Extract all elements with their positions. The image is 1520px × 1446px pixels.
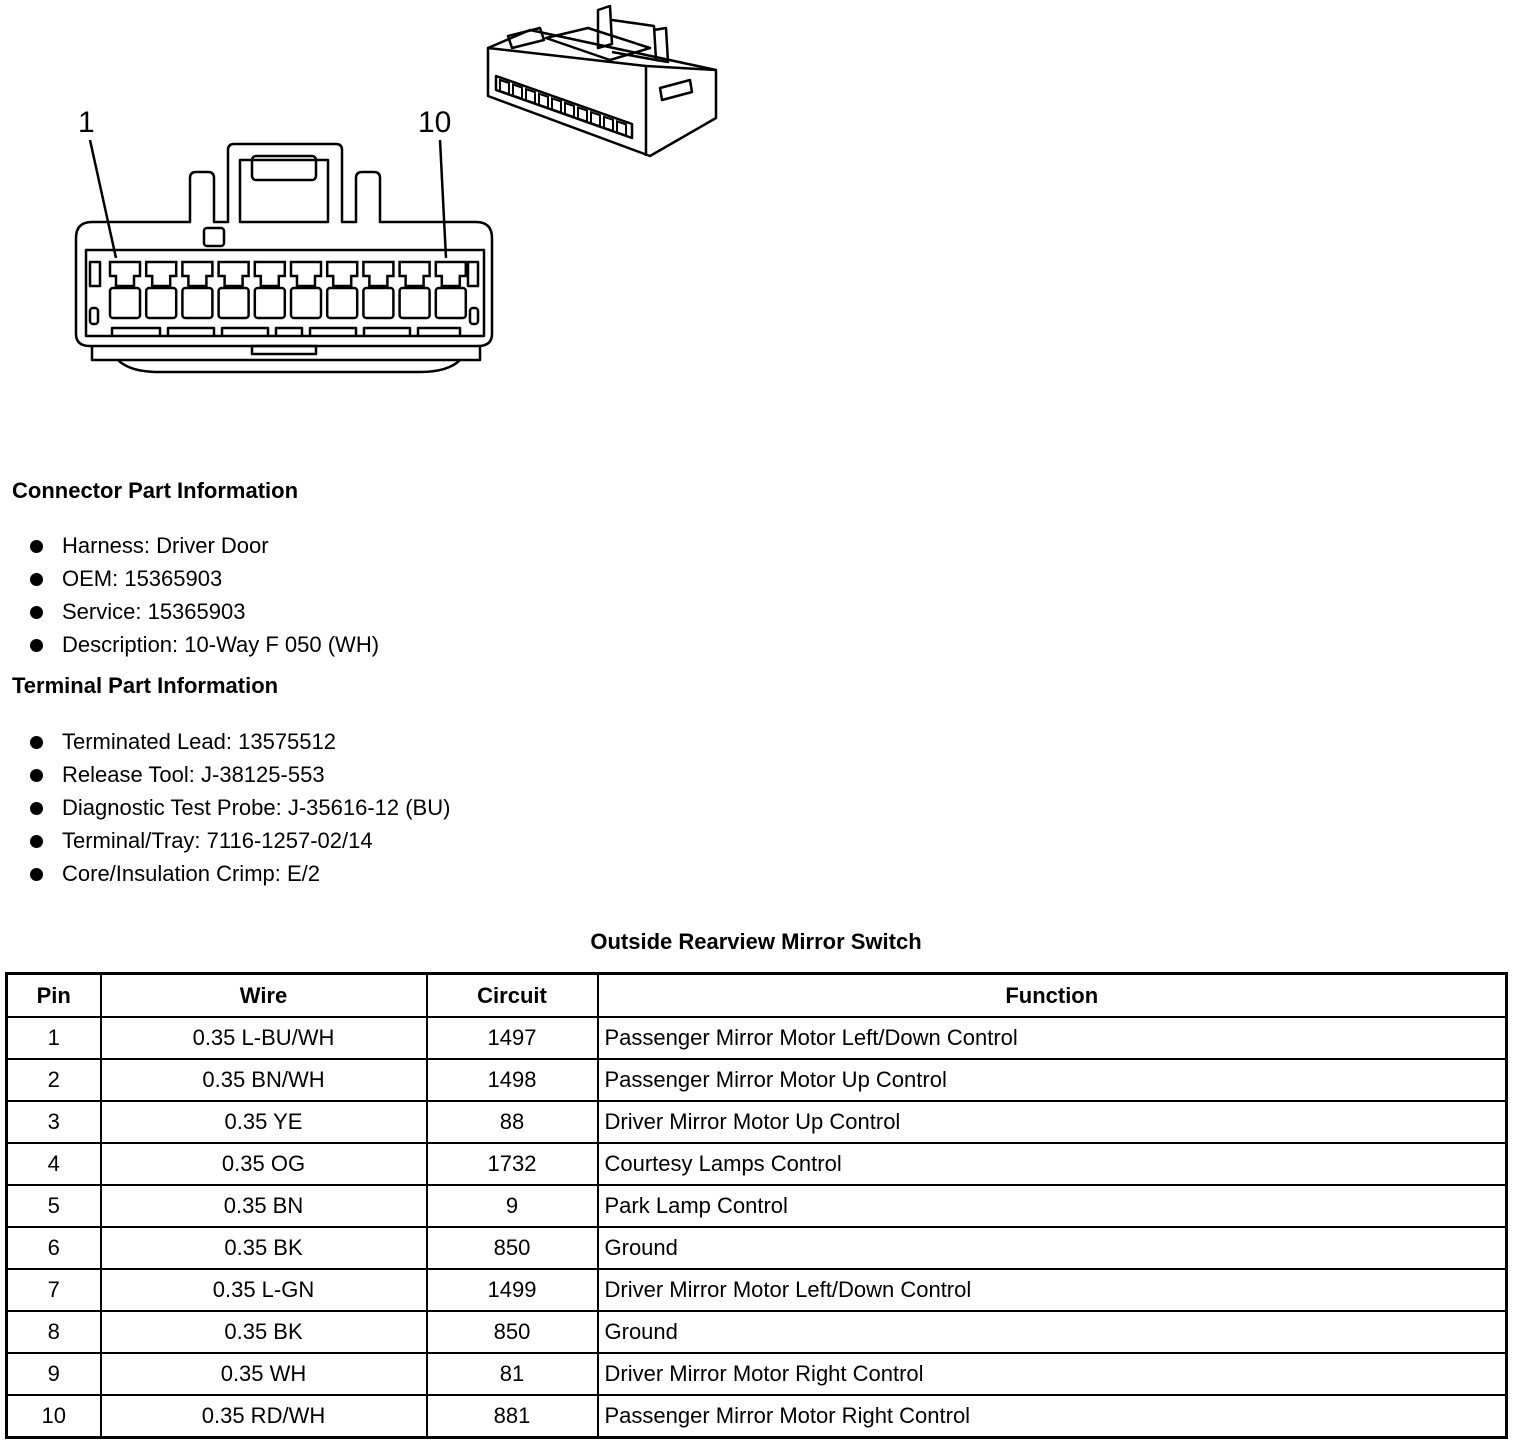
terminal-part-info-list [28, 727, 450, 892]
cell-pin: 7 [7, 1269, 101, 1311]
cell-wire: 0.35 L-BU/WH [101, 1017, 427, 1059]
cavity-7 [327, 262, 357, 318]
cell-function: Driver Mirror Motor Left/Down Control [598, 1269, 1507, 1311]
cavity-9 [400, 262, 430, 318]
cavity-5 [255, 262, 285, 318]
table-row [7, 1227, 1507, 1269]
cell-pin: 8 [7, 1311, 101, 1353]
cell-circuit: 1497 [427, 1017, 598, 1059]
iso-cavity [539, 94, 548, 108]
cell-wire: 0.35 BK [101, 1227, 427, 1269]
header-circuit: Circuit [427, 974, 598, 1018]
list-item: Harness: Driver Door [28, 531, 379, 564]
iso-cavity [500, 80, 509, 94]
list-item: Service: 15365903 [28, 597, 379, 630]
cell-wire: 0.35 BK [101, 1311, 427, 1353]
iso-cavity [552, 98, 561, 112]
cell-function: Passenger Mirror Motor Right Control [598, 1395, 1507, 1438]
cell-function: Passenger Mirror Motor Left/Down Control [598, 1017, 1507, 1059]
cavity-2 [146, 262, 176, 318]
cell-circuit: 850 [427, 1311, 598, 1353]
iso-cavity [565, 103, 574, 117]
list-item: Diagnostic Test Probe: J-35616-12 (BU) [28, 793, 450, 826]
cell-circuit: 1498 [427, 1059, 598, 1101]
table-row [7, 1101, 1507, 1143]
cavity-4 [219, 262, 249, 318]
connector-iso-view [488, 6, 716, 156]
list-item: OEM: 15365903 [28, 564, 379, 597]
list-item: Description: 10-Way F 050 (WH) [28, 630, 379, 663]
cell-pin: 9 [7, 1353, 101, 1395]
pin-1-label: 1 [78, 106, 95, 139]
cell-function: Park Lamp Control [598, 1185, 1507, 1227]
cell-circuit: 1732 [427, 1143, 598, 1185]
cell-pin: 4 [7, 1143, 101, 1185]
list-item: Release Tool: J-38125-553 [28, 760, 450, 793]
cell-pin: 6 [7, 1227, 101, 1269]
table-row [7, 1395, 1507, 1438]
cell-pin: 3 [7, 1101, 101, 1143]
header-pin: Pin [7, 974, 101, 1018]
cavity-3 [182, 262, 212, 318]
cell-function: Ground [598, 1227, 1507, 1269]
cell-function: Passenger Mirror Motor Up Control [598, 1059, 1507, 1101]
table-row [7, 1311, 1507, 1353]
cell-wire: 0.35 OG [101, 1143, 427, 1185]
iso-cavity [578, 108, 587, 122]
table-row [7, 1017, 1507, 1059]
connector-part-info-title: Connector Part Information [12, 478, 299, 503]
cell-circuit: 850 [427, 1227, 598, 1269]
cavity-10 [436, 262, 466, 318]
cell-function: Driver Mirror Motor Up Control [598, 1101, 1507, 1143]
cavity-6 [291, 262, 321, 318]
cell-circuit: 9 [427, 1185, 598, 1227]
list-item: Core/Insulation Crimp: E/2 [28, 859, 450, 892]
cell-pin: 2 [7, 1059, 101, 1101]
table-title: Outside Rearview Mirror Switch [590, 929, 922, 954]
header-function: Function [598, 974, 1507, 1018]
iso-cavity [604, 117, 613, 131]
table-row [7, 1143, 1507, 1185]
cell-wire: 0.35 YE [101, 1101, 427, 1143]
cell-wire: 0.35 WH [101, 1353, 427, 1395]
cell-pin: 10 [7, 1395, 101, 1438]
cell-circuit: 1499 [427, 1269, 598, 1311]
iso-cavity [617, 121, 626, 135]
list-item: Terminated Lead: 13575512 [28, 727, 450, 760]
cell-wire: 0.35 BN [101, 1185, 427, 1227]
connector-part-info-list [28, 531, 379, 663]
pin-10-label: 10 [418, 106, 452, 139]
cell-wire: 0.35 L-GN [101, 1269, 427, 1311]
cell-function: Driver Mirror Motor Right Control [598, 1353, 1507, 1395]
table-row [7, 1353, 1507, 1395]
cell-pin: 5 [7, 1185, 101, 1227]
cell-pin: 1 [7, 1017, 101, 1059]
cell-circuit: 81 [427, 1353, 598, 1395]
iso-cavity [591, 112, 600, 126]
cell-circuit: 88 [427, 1101, 598, 1143]
table-row [7, 1185, 1507, 1227]
list-item: Terminal/Tray: 7116-1257-02/14 [28, 826, 450, 859]
table-header-row [7, 974, 1507, 1018]
cell-wire: 0.35 RD/WH [101, 1395, 427, 1438]
header-wire: Wire [101, 974, 427, 1018]
connector-drawing [0, 0, 760, 400]
terminal-part-info-title: Terminal Part Information [12, 673, 279, 698]
cavity-8 [363, 262, 393, 318]
pinout-table [5, 972, 1508, 1439]
table-row [7, 1269, 1507, 1311]
cell-function: Ground [598, 1311, 1507, 1353]
cavity-1 [110, 262, 140, 318]
table-row [7, 1059, 1507, 1101]
cell-function: Courtesy Lamps Control [598, 1143, 1507, 1185]
iso-cavity [513, 85, 522, 99]
cell-circuit: 881 [427, 1395, 598, 1438]
iso-cavity [526, 89, 535, 103]
cell-wire: 0.35 BN/WH [101, 1059, 427, 1101]
